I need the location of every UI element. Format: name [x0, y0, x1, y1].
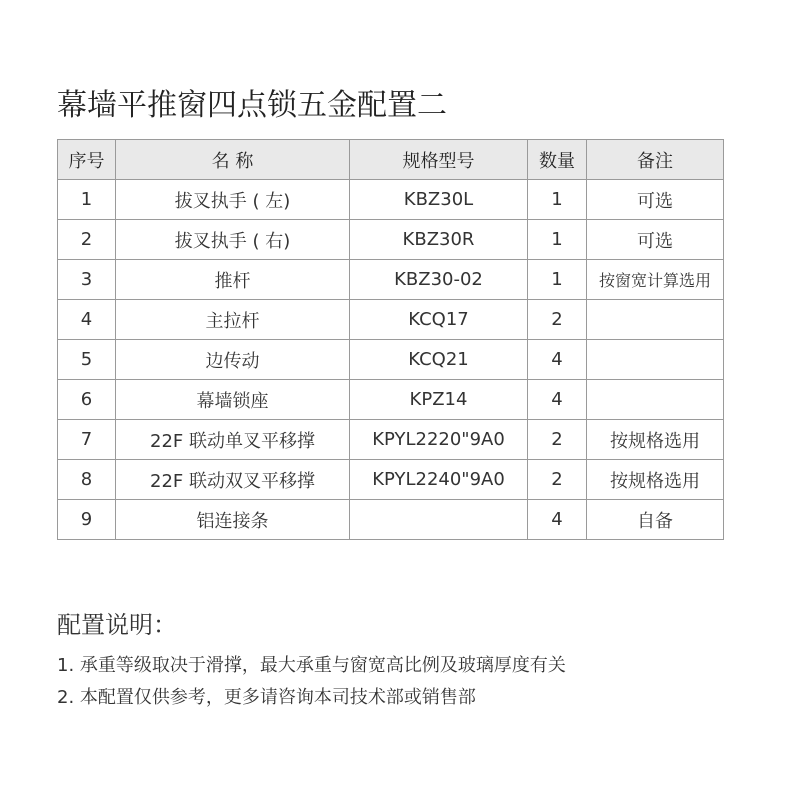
table-row [58, 180, 724, 220]
cell-no: 6 [58, 380, 116, 420]
table-row [58, 380, 724, 420]
table-header-row [58, 140, 724, 180]
note-item: 1. 承重等级取决于滑撑，最大承重与窗宽高比例及玻璃厚度有关 [57, 655, 566, 676]
cell-qty: 4 [528, 500, 587, 540]
cell-qty: 2 [528, 300, 587, 340]
cell-note: 按规格选用 [587, 460, 724, 500]
note-item: 2. 本配置仅供参考，更多请咨询本司技术部或销售部 [57, 687, 476, 708]
page-title: 幕墙平推窗四点锁五金配置二 [57, 88, 447, 123]
cell-note: 可选 [587, 180, 724, 220]
table-row [58, 220, 724, 260]
cell-no: 9 [58, 500, 116, 540]
notes-title: 配置说明： [57, 611, 177, 639]
cell-model: KCQ17 [350, 300, 528, 340]
cell-qty: 1 [528, 260, 587, 300]
cell-note [587, 380, 724, 420]
cell-model: KBZ30L [350, 180, 528, 220]
cell-no: 5 [58, 340, 116, 380]
cell-note [587, 340, 724, 380]
header-no: 序号 [58, 140, 116, 180]
header-qty: 数量 [528, 140, 587, 180]
hardware-config-table [57, 139, 724, 540]
header-model: 规格型号 [350, 140, 528, 180]
cell-model: KPZ14 [350, 380, 528, 420]
cell-model [350, 500, 528, 540]
cell-model: KBZ30R [350, 220, 528, 260]
cell-no: 7 [58, 420, 116, 460]
cell-name: 22F 联动双叉平移撑 [116, 460, 350, 500]
table-row [58, 340, 724, 380]
cell-no: 4 [58, 300, 116, 340]
notes-list [57, 650, 566, 714]
cell-model: KPYL2240"9A0 [350, 460, 528, 500]
cell-qty: 1 [528, 220, 587, 260]
cell-note: 可选 [587, 220, 724, 260]
cell-name: 边传动 [116, 340, 350, 380]
cell-note [587, 300, 724, 340]
cell-name: 推杆 [116, 260, 350, 300]
cell-qty: 2 [528, 460, 587, 500]
cell-note: 按规格选用 [587, 420, 724, 460]
cell-no: 1 [58, 180, 116, 220]
cell-qty: 4 [528, 380, 587, 420]
cell-name: 拔叉执手 ( 左) [116, 180, 350, 220]
cell-qty: 4 [528, 340, 587, 380]
cell-model: KBZ30-02 [350, 260, 528, 300]
table-row [58, 300, 724, 340]
cell-no: 8 [58, 460, 116, 500]
cell-note: 自备 [587, 500, 724, 540]
cell-name: 幕墙锁座 [116, 380, 350, 420]
cell-name: 铝连接条 [116, 500, 350, 540]
table-row [58, 260, 724, 300]
cell-qty: 2 [528, 420, 587, 460]
header-name: 名 称 [116, 140, 350, 180]
table-row [58, 420, 724, 460]
cell-name: 22F 联动单叉平移撑 [116, 420, 350, 460]
cell-qty: 1 [528, 180, 587, 220]
table-row [58, 460, 724, 500]
header-note: 备注 [587, 140, 724, 180]
cell-model: KCQ21 [350, 340, 528, 380]
cell-name: 拔叉执手 ( 右) [116, 220, 350, 260]
cell-note: 按窗宽计算选用 [587, 260, 724, 300]
table-row [58, 500, 724, 540]
cell-model: KPYL2220"9A0 [350, 420, 528, 460]
cell-no: 2 [58, 220, 116, 260]
cell-no: 3 [58, 260, 116, 300]
cell-name: 主拉杆 [116, 300, 350, 340]
